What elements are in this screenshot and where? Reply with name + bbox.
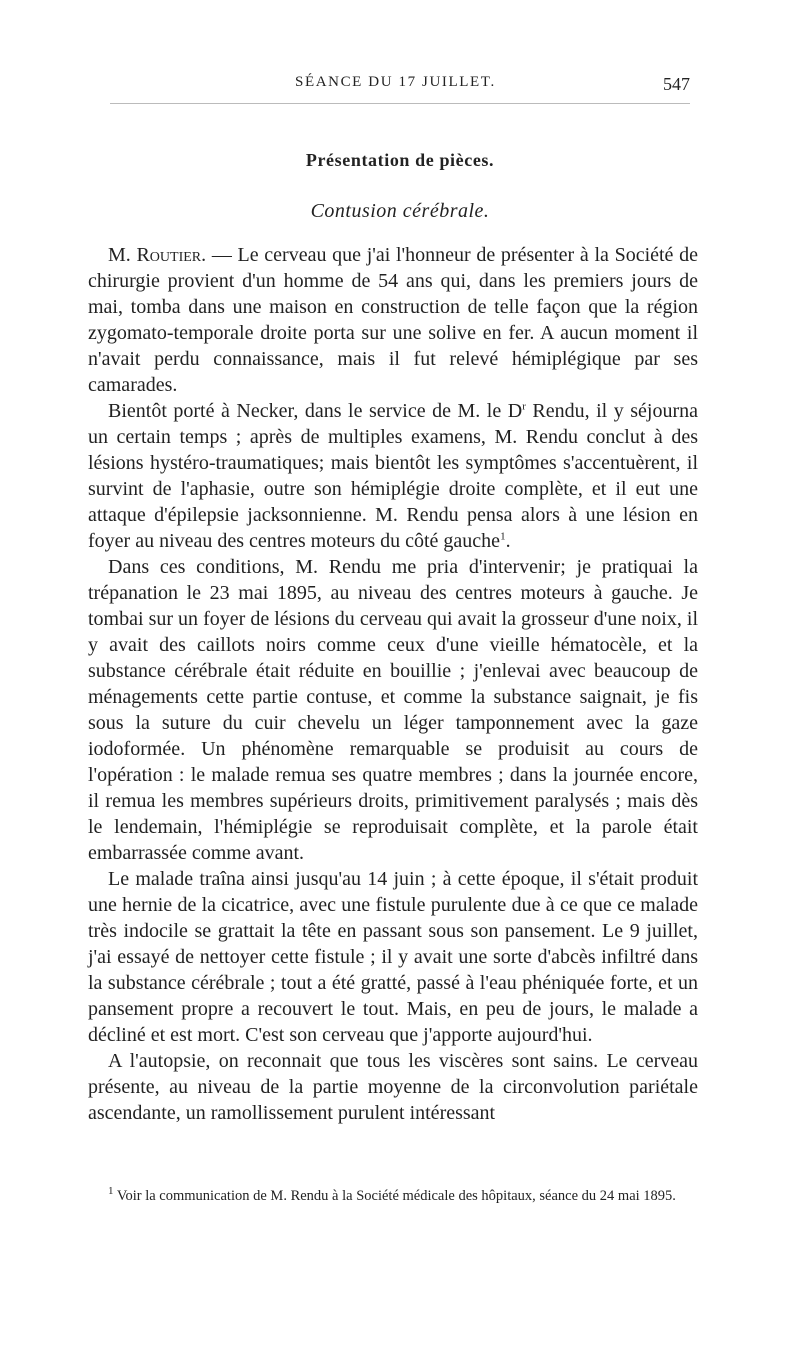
footnote-reference: 1 [500,530,506,543]
page-number: 547 [663,74,690,94]
paragraph-text: Le malade traîna ainsi jusqu'au 14 juin ; à cette époque, il s'était produit une hernie de la cicatrice, avec une fistule purulente due à ce que ce malade très indocile se grattait la tête en passant sous son pansement. Le 9 juillet, j'ai essayé de nettoyer cette fistule ; il y avait une sorte d'abcès infiltré dans la substance cérébrale ; tout a été gratté, passé à l'eau phéniquée forte, et un pansement propre a recouvert le tout. Mais, en peu de jours, le malade a décliné et est mort. C'est son cerveau que j'apporte aujourd'hui. [88,868,698,1046]
running-header [110,74,690,98]
paragraph-text: A l'autopsie, on reconnait que tous les viscères sont sains. Le cerveau présente, au niveau de la partie moyenne de la circonvolution pariétale ascendante, un ramollissement purulent intéressant [88,1050,698,1124]
section-subtitle: Contusion cérébrale. [310,200,490,222]
paragraph-text: — Le cerveau que j'ai l'honneur de présenter à la Société de chirurgie provient d'un homme de 54 ans qui, dans les premiers jours de mai, tomba dans une maison en construction de telle façon que la région zygomato-temporale droite porta sur une solive en fer. A aucun moment il n'avait perdu connaissance, mais il fut relevé hémiplégique par ses camarades. [88,244,698,396]
paragraph-5 [88,1048,698,1126]
paragraph-text: Dans ces conditions, M. Rendu me pria d'intervenir; je pratiquai la trépanation le 23 mai 1895, au niveau des centres moteurs à gauche. Je tombai sur un foyer de lésions du cerveau qui avait la grosseur d'une noix, il y avait des caillots noirs comme ceux d'une vieille hématocèle, et la substance cérébrale était réduite en bouillie ; j'enlevai avec beaucoup de ménagements cette partie contuse, et comme la substance saignait, je fis sous la suture du cuir chevelu un léger tamponnement avec la gaze iodoformée. Un phénomène remarquable se produisit au cours de l'opération : le malade remua ses quatre membres ; dans la journée encore, il remua les membres supérieurs droits, primitivement paralysés ; mais dès le lendemain, l'hémiplégie se reproduisait complète, et la parole était embarrassée comme avant. [88,556,698,864]
footnote-text: Voir la communication de M. Rendu à la Société médicale des hôpitaux, séance du 24 mai 1895. [113,1188,676,1204]
paragraph-text: Bientôt porté à Necker, dans le service de M. le D [108,400,523,422]
body-text [88,242,698,1126]
paragraph-1 [88,242,698,398]
footnote [88,1186,698,1206]
footnote-marker: 1 [108,1185,114,1198]
paragraph-text: . [505,530,511,552]
header-rule [110,103,690,104]
paragraph-3 [88,554,698,866]
speaker-name: M. Routier. [108,244,207,266]
paragraph-2 [88,398,698,554]
running-title: SÉANCE DU 17 JUILLET. [295,74,496,90]
section-title: Présentation de pièces. [305,150,495,170]
paragraph-4 [88,866,698,1048]
paragraph-text: Rendu, il y séjourna un certain temps ; après de multiples examens, M. Rendu conclut à des lésions hystéro-traumatiques; mais bientôt les symptômes s'accentuèrent, il survint de l'aphasie, outre son hémiplégie droite complète, et il eut une attaque d'épilepsie jacksonnienne. M. Rendu pensa alors à une lésion en foyer au niveau des centres moteurs du côté gauche [88,400,698,552]
superscript: r [522,400,526,413]
